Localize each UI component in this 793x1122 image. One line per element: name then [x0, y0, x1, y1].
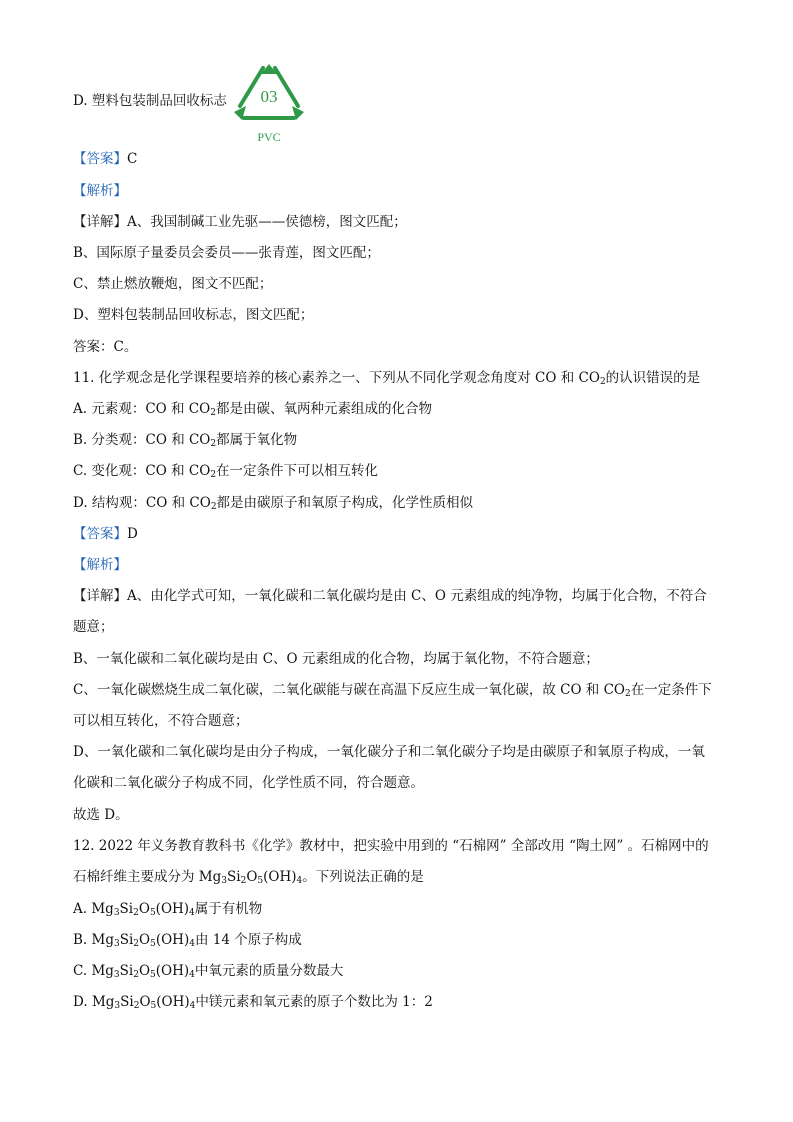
q12-stem-2 [73, 868, 424, 886]
q11-option-b-post: 都属于氧化物 [216, 432, 298, 448]
q12-option-b-text: 由 14 个原子构成 [194, 932, 302, 948]
q11-answer-label: 【答案】 [73, 526, 127, 542]
q11-stem-a: 11. 化学观念是化学课程要培养的核心素养之一、下列从不同化学观念角度对 CO 和 CO [73, 370, 600, 386]
q12-option-d-formula: $Mg_3Si_2O_5(OH)_4$ [91, 994, 196, 1011]
q10-detail-b [73, 244, 380, 262]
q12-option-c: C. $Mg_3Si_2O_5(OH)_4$中氧元素的质量分数最大 [73, 963, 344, 980]
q12-option-c-formula: $Mg_3Si_2O_5(OH)_4$ [91, 963, 195, 980]
q12-option-a-text: 属于有机物 [194, 901, 263, 917]
q11-option-c [73, 462, 378, 480]
q11-option-c-post: 在一定条件下可以相互转化 [216, 463, 379, 479]
q12-stem-post: 。下列说法正确的是 [302, 869, 424, 885]
q11-detail-d-text-1: D、一氧化碳和二氧化碳均是由分子构成，一氧化碳分子和二氧化碳分子均是由碳原子和氧原子构成，一氧 [73, 744, 705, 760]
q12-stem-text-1: 12. 2022 年义务教育教科书《化学》教材中，把实验中用到的 “石棉网” 全部改用 “陶土网” 。石棉网中的 [73, 838, 709, 854]
q10-detail-line-3: D、塑料包装制品回收标志，图文匹配； [73, 307, 314, 323]
q11-detail-a-text-2: 题意； [73, 619, 114, 635]
q12-stem-1 [73, 837, 709, 855]
q11-stem-sub: 2 [599, 377, 606, 387]
q11-answer-line [73, 525, 138, 543]
q10-answer-label: 【答案】 [73, 151, 127, 167]
recycle-code: 03 [260, 87, 278, 106]
q12-option-d: D. $Mg_3Si_2O_5(OH)_4$中镁元素和氧元素的原子个数比为 1：2 [73, 994, 433, 1011]
option-d-line [73, 92, 227, 110]
q11-detail-c-pre: C、一氧化碳燃烧生成二氧化碳，二氧化碳能与碳在高温下反应生成一氧化碳，故 CO 和 CO [73, 682, 625, 698]
q10-detail-d [73, 306, 313, 324]
q10-detail-a [73, 213, 407, 231]
q11-option-a-sub: 2 [210, 408, 216, 418]
q11-detail-d-1 [73, 743, 705, 761]
q11-detail-b [73, 650, 599, 668]
option-d-text: D. 塑料包装制品回收标志 [73, 93, 227, 109]
q11-conclusion-text: 故选 D。 [73, 807, 129, 823]
q10-analysis-line [73, 182, 127, 200]
q11-stem-b: 的认识错误的是 [605, 370, 701, 386]
q11-detail-d-2 [73, 774, 424, 792]
q11-option-d-sub: 2 [210, 502, 217, 512]
q11-conclusion [73, 806, 129, 824]
q12-formula: $Mg_3Si_2O_5(OH)_4$ [198, 869, 303, 886]
q11-option-a-pre: A. 元素观：CO 和 CO [73, 401, 211, 417]
q11-option-a [73, 400, 432, 418]
q11-option-b-pre: B. 分类观：CO 和 CO [73, 432, 211, 448]
q11-detail-a-1 [73, 587, 707, 605]
q11-option-d-pre: D. 结构观：CO 和 CO [73, 495, 211, 511]
q11-analysis-line [73, 556, 127, 574]
q11-detail-c-post: 在一定条件下 [630, 682, 712, 698]
recycle-label: PVC [257, 130, 281, 144]
q10-detail-line-0: A、我国制碱工业先驱——侯德榜，图文匹配； [127, 214, 407, 230]
q11-detail-c-text-2: 可以相互转化，不符合题意； [73, 713, 249, 729]
q11-analysis-label: 【解析】 [73, 557, 127, 573]
recycle-pvc-icon [232, 62, 306, 146]
q10-detail-line-2: C、禁止燃放鞭炮，图文不匹配； [73, 276, 273, 292]
q11-option-c-pre: C. 变化观：CO 和 CO [73, 463, 211, 479]
q11-option-d-post: 都是由碳原子和氧原子构成，化学性质相似 [216, 495, 474, 511]
q11-option-c-sub: 2 [210, 470, 217, 480]
q11-answer: D [127, 526, 138, 542]
q12-option-c-text: 中氧元素的质量分数最大 [194, 963, 344, 979]
q11-detail-a-text-1: A、由化学式可知，一氧化碳和二氧化碳均是由 C、O 元素组成的纯净物，均属于化合物，不符合 [127, 588, 707, 604]
q11-option-b [73, 431, 297, 449]
q10-conclusion [73, 338, 137, 356]
q11-detail-c-2 [73, 712, 249, 730]
q12-option-b-formula: $Mg_3Si_2O_5(OH)_4$ [91, 932, 195, 949]
q12-option-d-text: 中镁元素和氧元素的原子个数比为 1：2 [195, 994, 433, 1010]
q12-option-a: A. $Mg_3Si_2O_5(OH)_4$属于有机物 [73, 901, 263, 918]
q10-answer-line [73, 150, 137, 168]
q10-analysis-label: 【解析】 [73, 183, 127, 199]
q12-option-b: B. $Mg_3Si_2O_5(OH)_4$由 14 个原子构成 [73, 932, 302, 949]
q11-detail-d-text-2: 化碳和二氧化碳分子构成不同，化学性质不同，符合题意。 [73, 775, 424, 791]
q11-detail-b-text: B、一氧化碳和二氧化碳均是由 C、O 元素组成的化合物，均属于氧化物，不符合题意； [73, 651, 599, 667]
q11-option-d [73, 494, 473, 512]
q10-detail-line-1: B、国际原子量委员会委员——张青莲，图文匹配； [73, 245, 380, 261]
q11-stem [73, 369, 700, 387]
q11-option-a-post: 都是由碳、氧两种元素组成的化合物 [215, 401, 432, 417]
q11-detail-c-1 [73, 681, 712, 699]
q10-answer: C [127, 151, 138, 167]
q11-detail-c-sub: 2 [625, 689, 631, 699]
q12-stem-pre: 石棉纤维主要成分为 [73, 869, 199, 885]
q11-detail-label: 【详解】 [73, 588, 127, 604]
q10-conclusion-text: 答案：C。 [73, 339, 138, 355]
q11-option-b-sub: 2 [210, 439, 217, 449]
q10-detail-label: 【详解】 [73, 214, 127, 230]
q11-detail-a-2 [73, 618, 114, 636]
q12-option-a-formula: $Mg_3Si_2O_5(OH)_4$ [91, 901, 195, 918]
q10-detail-c [73, 275, 272, 293]
